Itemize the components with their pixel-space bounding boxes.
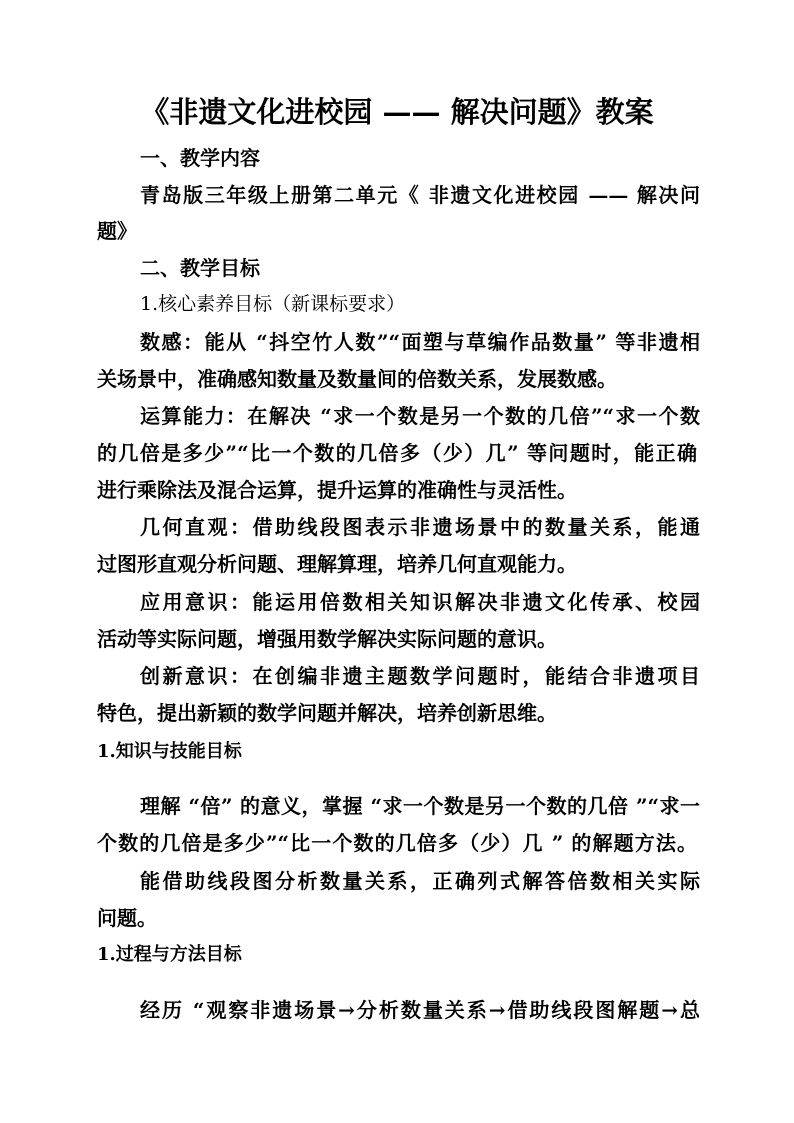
section-heading-teaching-content: 一、教学内容 [140, 146, 260, 170]
paragraph-computation: 运算能力：在解决 “求一个数是另一个数的几倍”“求一个数 [140, 404, 700, 428]
subheading-process-methods: 1.过程与方法目标 [97, 944, 242, 965]
paragraph-innovation: 创新意识：在创编非遗主题数学问题时，能结合非遗项目 [140, 664, 700, 688]
subheading-core-literacy: 1.核心素养目标（新课标要求） [140, 293, 406, 315]
paragraph-skill-cont: 问题。 [97, 906, 157, 930]
section-heading-teaching-goals: 二、教学目标 [140, 256, 260, 280]
teaching-content-text-cont: 题》 [97, 219, 137, 243]
paragraph-application: 应用意识：能运用倍数相关知识解决非遗文化传承、校园 [140, 590, 700, 614]
paragraph-innovation-cont: 特色，提出新颖的数学问题并解决，培养创新思维。 [97, 701, 557, 725]
document-title: 《非遗文化进校园 —— 解决问题》教案 [140, 95, 654, 129]
paragraph-geometry: 几何直观：借助线段图表示非遗场景中的数量关系，能通 [140, 515, 700, 539]
paragraph-number-sense: 数感：能从 “抖空竹人数”“面塑与草编作品数量” 等非遗相 [140, 330, 700, 354]
paragraph-process: 经历 “观察非遗场景→分析数量关系→借助线段图解题→总 [140, 998, 700, 1022]
paragraph-computation-cont2: 进行乘除法及混合运算，提升运算的准确性与灵活性。 [97, 478, 577, 502]
paragraph-geometry-cont: 过图形直观分析问题、理解算理，培养几何直观能力。 [97, 552, 577, 576]
teaching-content-text: 青岛版三年级上册第二单元《 非遗文化进校园 —— 解决问 [140, 183, 700, 207]
paragraph-number-sense-cont: 关场景中，准确感知数量及数量间的倍数关系，发展数感。 [97, 367, 617, 391]
paragraph-computation-cont: 的几倍是多少”“比一个数的几倍多（少）几” 等问题时，能正确 [97, 441, 697, 465]
paragraph-skill: 能借助线段图分析数量关系，正确列式解答倍数相关实际 [140, 869, 700, 893]
paragraph-knowledge-cont: 个数的几倍是多少”“比一个数的几倍多（少）几 ” 的解题方法。 [97, 831, 697, 855]
paragraph-application-cont: 活动等实际问题，增强用数学解决实际问题的意识。 [97, 627, 557, 651]
subheading-knowledge-skills: 1.知识与技能目标 [97, 741, 242, 762]
paragraph-knowledge: 理解 “倍” 的意义，掌握 “求一个数是另一个数的几倍 ”“求一 [140, 794, 700, 818]
